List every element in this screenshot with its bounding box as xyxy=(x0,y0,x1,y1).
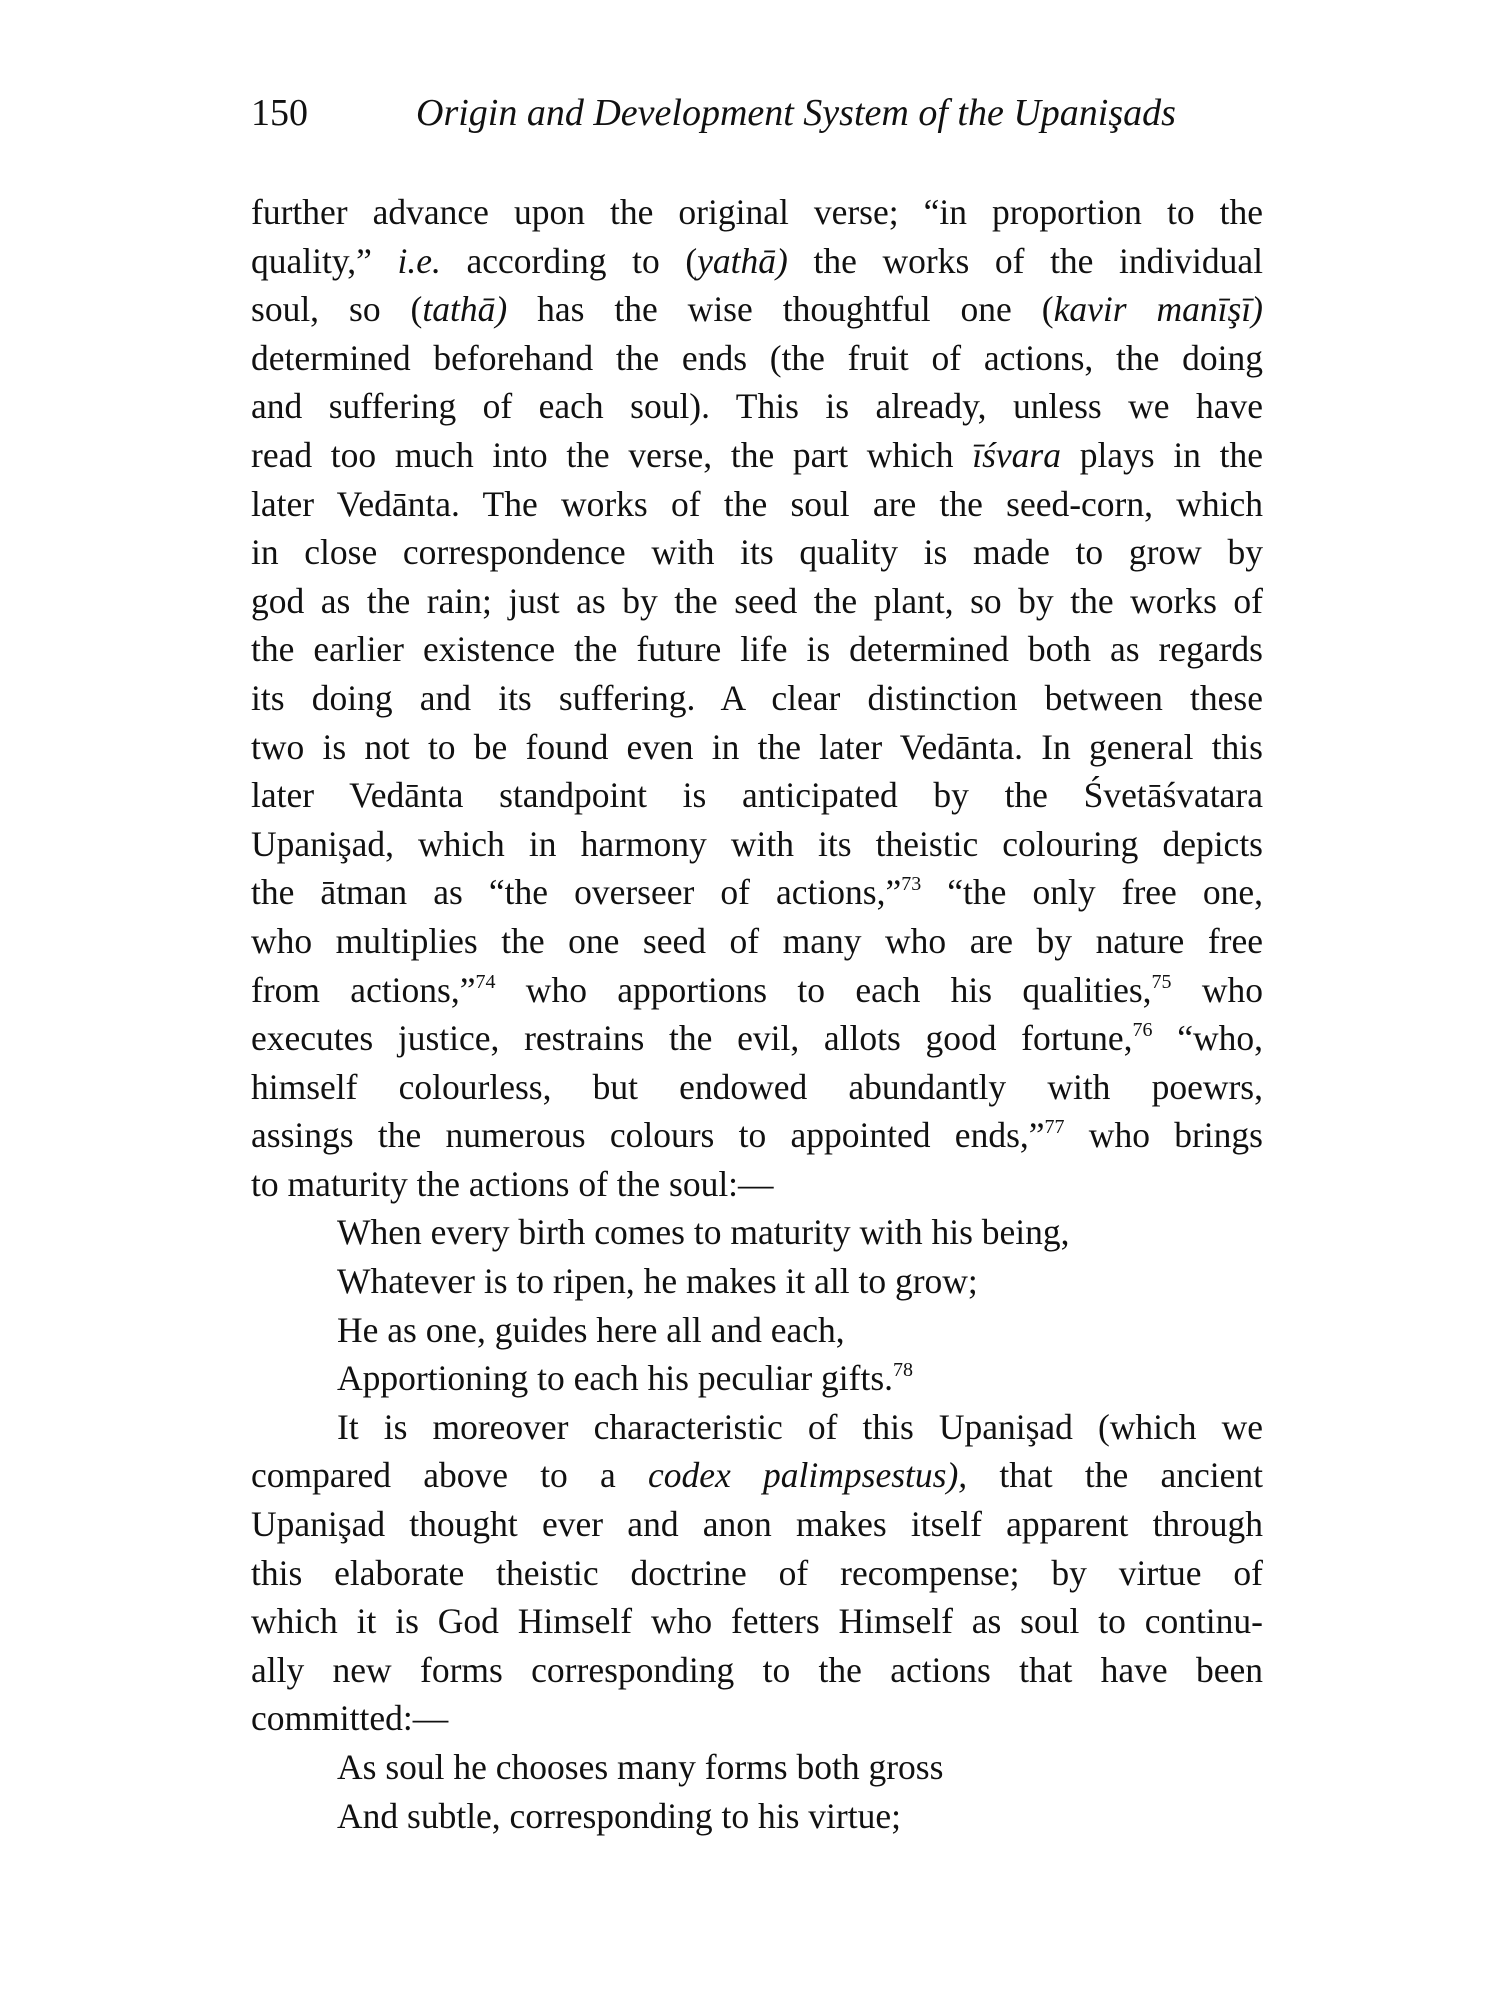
footnote-ref-75: 75 xyxy=(1151,970,1172,993)
text-line: the ātman as “the overseer of actions,”$^{73}$ “the only free one, xyxy=(251,872,1263,913)
footnote-ref-77: 77 xyxy=(1044,1116,1065,1139)
book-title: Origin and Development System of the Upanişads xyxy=(416,92,1176,134)
text-line: executes justice, restrains the evil, allots good fortune,$^{76}$ “who, xyxy=(251,1018,1263,1059)
footnote-ref-78: 78 xyxy=(893,1359,914,1382)
footnote-ref-73: 73 xyxy=(901,873,922,896)
text-line: soul, so (tathā) has the wise thoughtful one (kavir manīşī) xyxy=(251,289,1263,330)
text-line: from actions,”$^{74}$ who apportions to each his qualities,$^{75}$ who xyxy=(251,969,1263,1010)
text-line: who multiplies the one seed of many who are by nature free xyxy=(251,920,1263,961)
verse-line: And subtle, corresponding to his virtue; xyxy=(337,1795,901,1836)
text-line: god as the rain; just as by the seed the plant, so by the works of xyxy=(251,580,1263,621)
paragraph-2 xyxy=(251,1403,1263,1743)
verse-line: He as one, guides here all and each, xyxy=(337,1309,845,1350)
footnote-ref-76: 76 xyxy=(1132,1019,1153,1042)
text-line: further advance upon the original verse; “in proportion to the xyxy=(251,192,1263,232)
text-line: determined beforehand the ends (the fruit of actions, the doing xyxy=(251,337,1263,378)
text-line: its doing and its suffering. A clear distinction between these xyxy=(251,677,1263,718)
text-line: Upanişad thought ever and anon makes itself apparent through xyxy=(251,1504,1263,1545)
verse-line: As soul he chooses many forms both gross xyxy=(337,1747,944,1787)
verse-line: Whatever is to ripen, he makes it all to grow; xyxy=(337,1261,978,1302)
text-line: two is not to be found even in the later Vedānta. In general this xyxy=(251,726,1263,767)
text-line: this elaborate theistic doctrine of recompense; by virtue of xyxy=(251,1552,1263,1593)
text-line: which it is God Himself who fetters Himself as soul to continu- xyxy=(251,1601,1263,1642)
footnote-ref-74: 74 xyxy=(475,970,496,993)
text-line: himself colourless, but endowed abundantly with poewrs, xyxy=(251,1066,1263,1107)
text-line: ally new forms corresponding to the actions that have been xyxy=(251,1649,1263,1690)
text-line: It is moreover characteristic of this Upanişad (which we xyxy=(337,1406,1263,1447)
page-number: 150 xyxy=(251,92,308,134)
text-line: read too much into the verse, the part which īśvara plays in the xyxy=(251,434,1263,475)
running-header xyxy=(251,88,1261,138)
text-line: and suffering of each soul). This is already, unless we have xyxy=(251,386,1263,427)
text-line: compared above to a codex palimpsestus), that the ancient xyxy=(251,1455,1263,1496)
paragraph-1 xyxy=(251,188,1263,1208)
text-line: later Vedānta standpoint is anticipated by the Śvetāśvatara xyxy=(251,775,1263,816)
text-line: quality,” i.e. according to (yathā) the works of the individual xyxy=(251,240,1264,281)
text-line: in close correspondence with its quality is made to grow by xyxy=(251,532,1263,573)
text-line: the earlier existence the future life is determined both as regards xyxy=(251,629,1263,670)
text-line: later Vedānta. The works of the soul are the seed-corn, which xyxy=(251,483,1263,524)
text-line: committed:— xyxy=(251,1698,449,1739)
verse-line: When every birth comes to maturity with his being, xyxy=(337,1212,1070,1253)
verse-quotation-2 xyxy=(251,1743,1263,1840)
text-line: Upanişad, which in harmony with its theistic colouring depicts xyxy=(251,823,1263,864)
text-line: assings the numerous colours to appointed ends,”$^{77}$ who brings xyxy=(251,1115,1263,1156)
verse-line: Apportioning to each his peculiar gifts.$^{78}$ xyxy=(337,1358,914,1399)
body-text xyxy=(251,188,1263,1840)
text-line: to maturity the actions of the soul:— xyxy=(251,1163,774,1204)
verse-quotation-1 xyxy=(251,1208,1263,1402)
